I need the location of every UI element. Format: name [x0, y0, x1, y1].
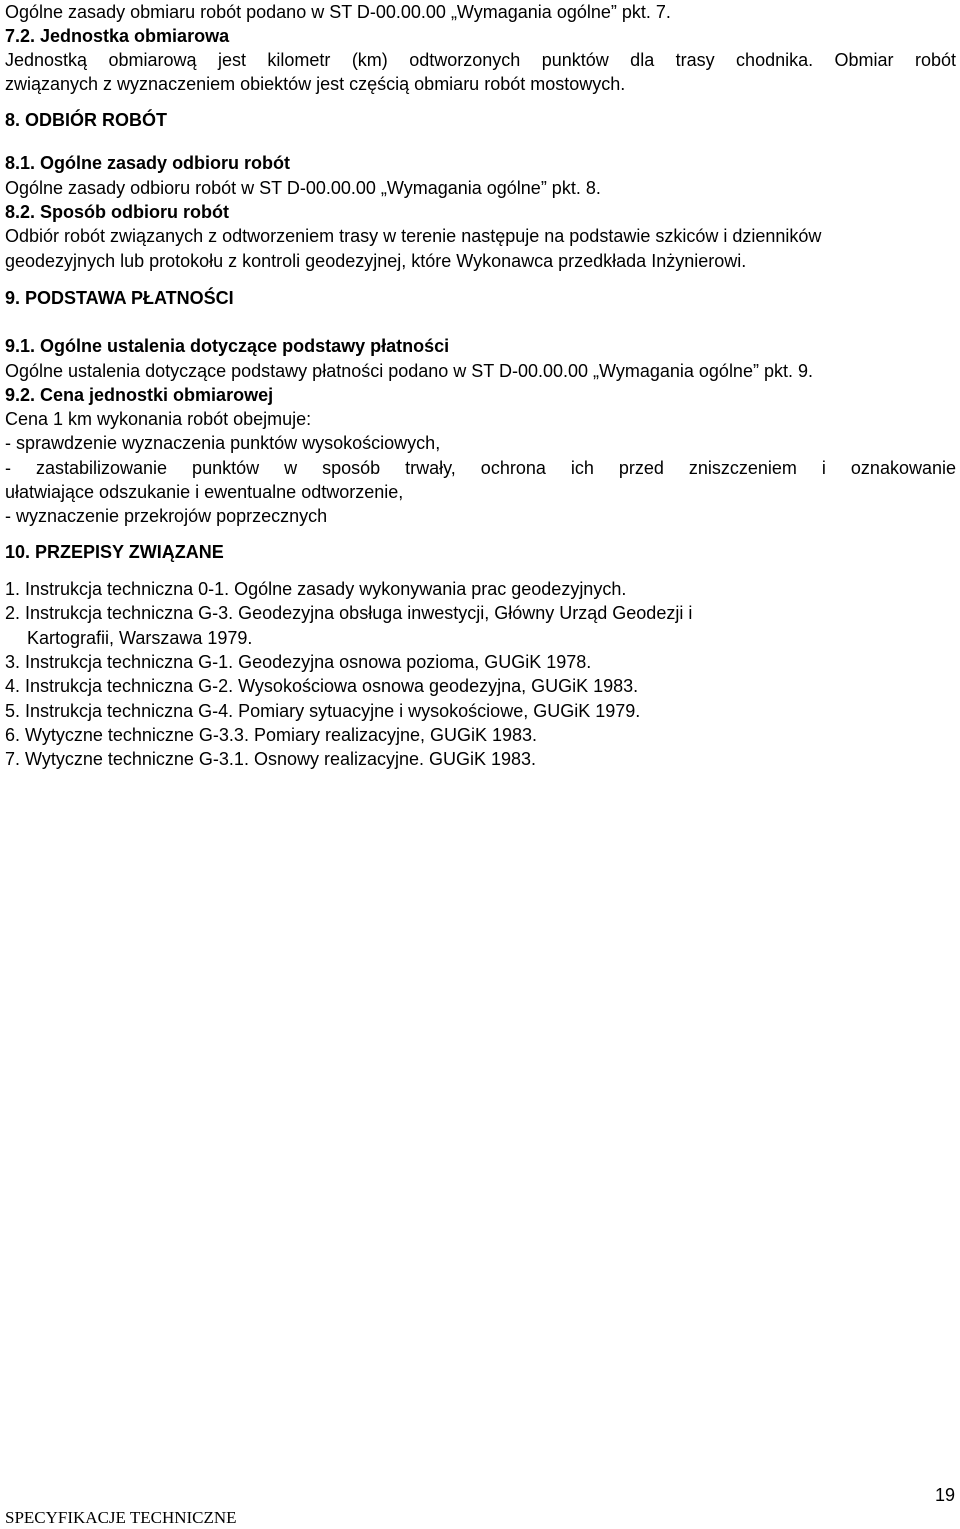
reference-item: 1. Instrukcja techniczna 0-1. Ogólne zasady wykonywania prac geodezyjnych. — [5, 579, 627, 599]
subsection-heading: 8.2. Sposób odbioru robót — [5, 202, 229, 222]
list-item: - zastabilizowanie punktów w sposób trwały, ochrona ich przed zniszczeniem i oznakowanie — [5, 458, 956, 478]
subsection-heading: 8.1. Ogólne zasady odbioru robót — [5, 153, 291, 173]
reference-item: 6. Wytyczne techniczne G-3.3. Pomiary realizacyjne, GUGiK 1983. — [5, 725, 538, 745]
paragraph-text: Odbiór robót związanych z odtworzeniem trasy w terenie następuje na podstawie szkiców i dzienników — [5, 226, 822, 246]
paragraph-text: związanych z wyznaczeniem obiektów jest częścią obmiaru robót mostowych. — [5, 74, 626, 94]
reference-item: 4. Instrukcja techniczna G-2. Wysokościowa osnowa geodezyjna, GUGiK 1983. — [5, 676, 639, 696]
subsection-heading: 9.2. Cena jednostki obmiarowej — [5, 385, 274, 405]
subsection-heading: 7.2. Jednostka obmiarowa — [5, 26, 230, 46]
paragraph-text: Ogólne zasady obmiaru robót podano w ST D-00.00.00 „Wymagania ogólne” pkt. 7. — [5, 2, 671, 22]
footer-title: SPECYFIKACJE TECHNICZNE — [5, 1508, 237, 1527]
reference-item: 2. Instrukcja techniczna G-3. Geodezyjna obsługa inwestycji, Główny Urząd Geodezji i — [5, 603, 693, 623]
paragraph-text: Ogólne ustalenia dotyczące podstawy płatności podano w ST D-00.00.00 „Wymagania ogólne” pkt. 9. — [5, 361, 813, 381]
paragraph-text: Cena 1 km wykonania robót obejmuje: — [5, 409, 312, 429]
subsection-heading: 9.1. Ogólne ustalenia dotyczące podstawy płatności — [5, 336, 450, 356]
page-number: 19 — [934, 1485, 955, 1505]
paragraph-text: geodezyjnych lub protokołu z kontroli geodezyjnej, które Wykonawca przedkłada Inżynierowi. — [5, 251, 747, 271]
list-item: - wyznaczenie przekrojów poprzecznych — [5, 506, 328, 526]
reference-item: 5. Instrukcja techniczna G-4. Pomiary sytuacyjne i wysokościowe, GUGiK 1979. — [5, 701, 641, 721]
list-item-continuation: ułatwiające odszukanie i ewentualne odtworzenie, — [5, 482, 404, 502]
list-item: - sprawdzenie wyznaczenia punktów wysokościowych, — [5, 433, 441, 453]
reference-item: 7. Wytyczne techniczne G-3.1. Osnowy realizacyjne. GUGiK 1983. — [5, 749, 537, 769]
section-heading: 10. PRZEPISY ZWIĄZANE — [5, 542, 224, 562]
reference-item-continuation: Kartografii, Warszawa 1979. — [27, 628, 253, 648]
paragraph-text: Ogólne zasady odbioru robót w ST D-00.00.00 „Wymagania ogólne” pkt. 8. — [5, 178, 601, 198]
section-heading: 8. ODBIÓR ROBÓT — [5, 110, 168, 130]
section-heading: 9. PODSTAWA PŁATNOŚCI — [5, 288, 234, 308]
reference-item: 3. Instrukcja techniczna G-1. Geodezyjna osnowa pozioma, GUGiK 1978. — [5, 652, 592, 672]
paragraph-text: Jednostką obmiarową jest kilometr (km) odtworzonych punktów dla trasy chodnika. Obmiar robót — [5, 50, 956, 70]
